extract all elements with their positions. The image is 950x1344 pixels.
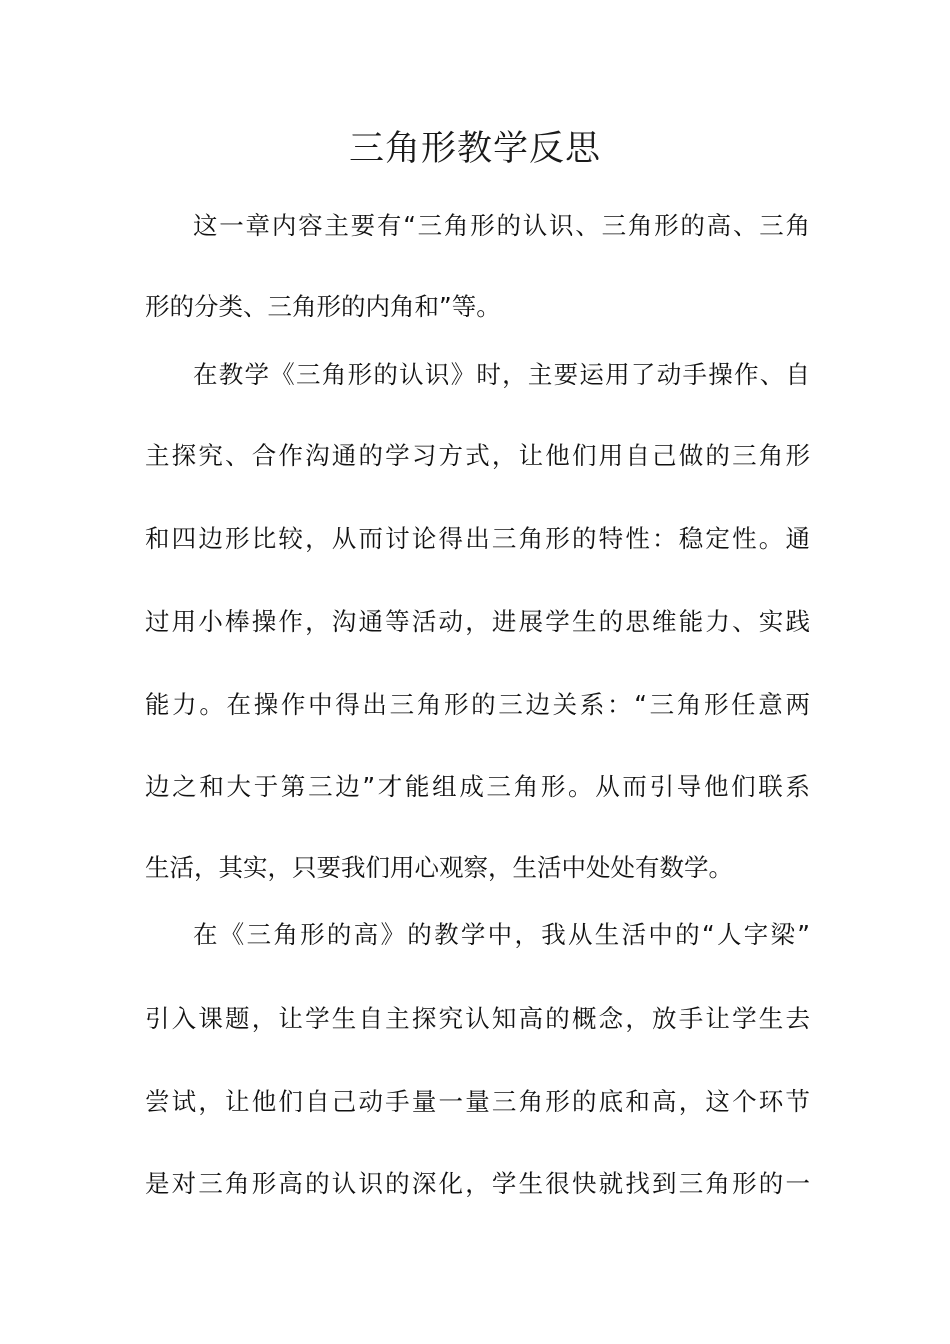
paragraph-2-line-6: 边之和大于第三边”才能组成三角形。从而引导他们联系	[145, 772, 810, 801]
paragraph-2-line-7: 生活，其实，只要我们用心观察，生活中处处有数学。	[145, 853, 733, 882]
paragraph-2-line-5: 能力。在操作中得出三角形的三边关系：“三角形任意两	[145, 690, 810, 719]
paragraph-3-line-1: 在《三角形的高》的教学中，我从生活中的“人字梁”	[193, 920, 810, 949]
paragraph-2-line-1: 在教学《三角形的认识》时，主要运用了动手操作、自	[193, 360, 810, 389]
paragraph-1-line-2: 形的分类、三角形的内角和”等。	[145, 292, 501, 321]
paragraph-1-line-1: 这一章内容主要有“三角形的认识、三角形的高、三角	[193, 211, 810, 240]
paragraph-3-line-2: 引入课题，让学生自主探究认知高的概念，放手让学生去	[145, 1004, 810, 1033]
paragraph-3-line-3: 尝试，让他们自己动手量一量三角形的底和高，这个环节	[145, 1087, 810, 1116]
paragraph-2-line-3: 和四边形比较，从而讨论得出三角形的特性：稳定性。通	[145, 524, 810, 553]
paragraph-3-line-4: 是对三角形高的认识的深化，学生很快就找到三角形的一	[145, 1169, 810, 1198]
document-title: 三角形教学反思	[348, 129, 601, 169]
paragraph-2-line-2: 主探究、合作沟通的学习方式，让他们用自己做的三角形	[145, 441, 810, 470]
paragraph-2-line-4: 过用小棒操作，沟通等活动，进展学生的思维能力、实践	[145, 607, 810, 636]
